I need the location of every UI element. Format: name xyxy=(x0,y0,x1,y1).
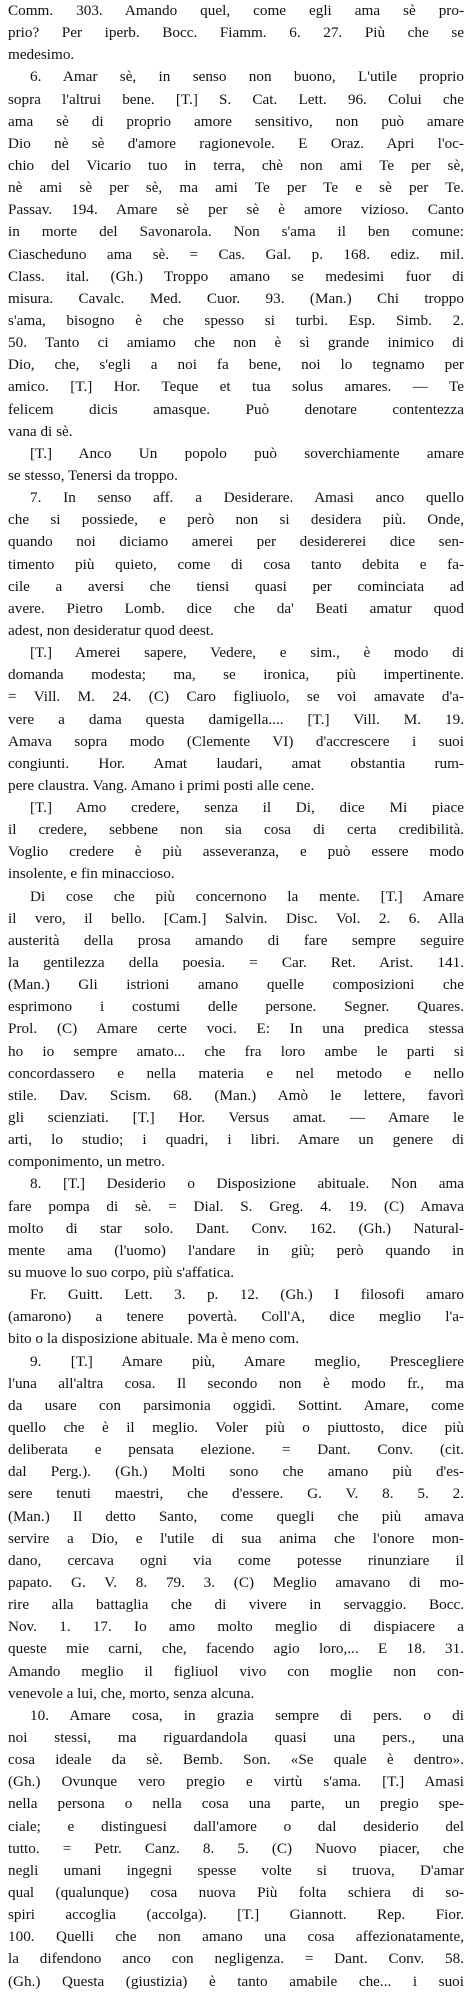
text-line: (Gh.) Ovunque vero pregio e virtù s'ama. [T.] Amasi xyxy=(8,1773,464,1791)
text-line: concordassero e nella materia e nel metodo e nello xyxy=(8,1064,464,1082)
text-line: = Vill. M. 24. (C) Caro figliuolo, se voi amavate d'a- xyxy=(8,688,464,706)
text-line: 10. Amare cosa, in grazia sempre di pers. o di xyxy=(30,1706,464,1724)
text-line: felicem dicis amasque. Può denotare contentezza xyxy=(8,400,464,418)
text-line: deliberata e pensata elezione. = Dant. Conv. (cit. xyxy=(8,1441,464,1459)
text-line: Ciascheduno ama sè. = Cas. Gal. p. 168. ediz. mil. xyxy=(8,245,464,263)
text-line: s'ama, bisogno è che spesso si turbi. Esp. Simb. 2. xyxy=(8,311,464,329)
text-line: arti, lo studio; i quadri, i libri. Amare un genere di xyxy=(8,1131,464,1149)
text-line: quello che è il meglio. Voler più o piuttosto, dice più xyxy=(8,1419,464,1436)
text-line: dano, cercava ogni via come potesse rinunziare il xyxy=(8,1551,464,1569)
text-line: [T.] Amo credere, senza il Di, dice Mi piace xyxy=(30,799,464,817)
text-line: chio del Vicario tuo in terra, chè non ami Te per sè, xyxy=(8,156,464,174)
text-line: (amarono) a tenere povertà. Coll'A, dice meglio l'a- xyxy=(8,1308,464,1326)
text-line: esprimono i costumi delle persone. Segner. Quares. xyxy=(8,998,464,1016)
text-line: timento più quieto, come di cosa tanto debita e fa- xyxy=(8,555,464,573)
text-line: negli umani ingegni spesse volte si truova, D'amar xyxy=(8,1861,464,1879)
text-line: 6. Amar sè, in senso non buono, L'utile proprio xyxy=(30,68,464,86)
text-line: [T.] Anco Un popolo può soverchiamente amare xyxy=(30,444,464,462)
text-line: vana di sè. xyxy=(8,422,73,440)
text-line: Amando meglio il figliuol vivo con moglie non con- xyxy=(8,1662,464,1680)
text-line: medesimo. xyxy=(8,46,75,64)
text-line: molto di star solo. Dant. Conv. 162. (Gh.) Natural- xyxy=(8,1219,464,1237)
text-line: domanda modesta; ma, se ironica, più impertinente. xyxy=(8,666,464,684)
text-line: avere. Pietro Lomb. dice che da' Beati amatur quod xyxy=(8,599,464,617)
text-line: adest, non desideratur quod deest. xyxy=(8,621,214,639)
text-line: su muove lo suo corpo, più s'affatica. xyxy=(8,1264,235,1282)
text-line: la gentilezza della poesia. = Car. Ret. Arist. 141. xyxy=(8,954,464,972)
text-line: amico. [T.] Hor. Teque et tua solus amares. — Te xyxy=(8,378,464,396)
text-line: Comm. 303. Amando quel, come egli ama sè pro- xyxy=(8,2,464,19)
text-line: venevole a lui, che, morto, senza alcuna. xyxy=(8,1684,255,1702)
text-line: dal Perg.). (Gh.) Molti sono che amano più d'es- xyxy=(8,1463,464,1481)
text-line: nella persona o nella cosa una parte, un pregio spe- xyxy=(8,1795,464,1813)
text-line: da usare con parsimonia oggidì. Sottint. Amare, come xyxy=(8,1396,464,1414)
text-line: Nov. 1. 17. Io amo molto meglio di dispiacere a xyxy=(8,1618,464,1636)
text-line: stile. Dav. Scism. 68. (Man.) Amò le lettere, favorì xyxy=(8,1086,464,1104)
text-line: insolente, e fin minaccioso. xyxy=(8,865,175,883)
text-line: 100. Quelli che non amano una cosa affezionatamente, xyxy=(8,1928,464,1946)
text-line: congiunti. Hor. Amat laudari, amat obstantia rum- xyxy=(8,754,464,772)
text-line: (Gh.) Questa (giustizia) è tanto amabile che... i suoi xyxy=(8,1972,464,1990)
text-line: l'una all'altra cosa. Il secondo non è modo fr., ma xyxy=(8,1374,464,1392)
text-line: (Man.) Il detto Santo, come quegli che più amava xyxy=(8,1507,464,1525)
text-line: rire alla battaglia che di vivere in servaggio. Bocc. xyxy=(8,1596,464,1614)
text-line: noi stessi, ma riguardandola quasi una pers., una xyxy=(8,1728,464,1746)
text-line: qual (qualunque) cosa nuova Più folta schiera di so- xyxy=(8,1883,464,1901)
text-line: cile a aversi che tiensi quasi per cominciata ad xyxy=(8,577,464,595)
text-line: sere tenuti maestri, che d'essere. G. V. 8. 5. 2. xyxy=(8,1485,464,1503)
text-line: prio? Per iperb. Bocc. Fiamm. 6. 27. Più che se xyxy=(8,24,464,42)
text-line: che si possiede, e però non si desidera più. Onde, xyxy=(8,511,464,529)
text-line: spiri accoglia (accolga). [T.] Giannott. Rep. Fior. xyxy=(8,1906,464,1924)
text-line: fare pompa di sè. = Dial. S. Greg. 4. 19. (C) Amava xyxy=(8,1197,464,1215)
text-line: Dio nè sè d'amore ragionevole. E Oraz. Apri l'oc- xyxy=(8,134,464,152)
text-line: queste mie carni, che, facendo agio loro,... E 18. 31. xyxy=(8,1640,464,1658)
text-line: se stesso, Tenersi da troppo. xyxy=(8,466,178,484)
text-line: cosa ideale da sè. Bemb. Son. «Se quale è dentro». xyxy=(8,1751,464,1769)
text-line: ho io sempre amato... che fra loro ambe le parti si xyxy=(8,1042,464,1060)
text-line: Di cose che più concernono la mente. [T.] Amare xyxy=(30,887,464,905)
text-line: in morte del Savonarola. Non s'ama il ben comune: xyxy=(8,223,464,241)
text-line: sopra l'altrui bene. [T.] S. Cat. Lett. 96. Colui che xyxy=(8,90,464,108)
text-line: 50. Tanto ci amiamo che non è sì grande inimico di xyxy=(8,334,464,352)
text-line: nè ami sè per sè, ma ami Te per Te e sè per Te. xyxy=(8,179,464,197)
text-line: Prol. (C) Amare certe voci. E: In una predica stessa xyxy=(8,1020,464,1038)
text-line: ciale; e distinguesi dall'amore o dal desiderio del xyxy=(8,1817,464,1835)
text-line: misura. Cavalc. Med. Cuor. 93. (Man.) Chi troppo xyxy=(8,289,464,307)
text-line: quando noi diciamo amerei per desidererei dice sen- xyxy=(8,533,464,551)
text-line: il vero, il bello. [Cam.] Salvin. Disc. Vol. 2. 6. Alla xyxy=(8,909,464,927)
text-line: [T.] Amerei sapere, Vedere, e sim., è modo di xyxy=(30,644,464,662)
text-line: Dio, che, s'egli a noi fa bene, noi lo tegnamo per xyxy=(8,356,464,374)
text-line: Fr. Guitt. Lett. 3. p. 12. (Gh.) I filosofi amaro xyxy=(30,1286,464,1304)
text-line: papato. G. V. 8. 79. 3. (C) Meglio amavano di mo- xyxy=(8,1573,464,1591)
text-line: pere claustra. Vang. Amano i primi posti alle cene. xyxy=(8,776,315,794)
text-line: austerità della prosa amando di fare sempre seguire xyxy=(8,931,464,949)
text-column xyxy=(8,0,464,1993)
text-line: 7. In senso aff. a Desiderare. Amasi anco quello xyxy=(30,489,464,507)
text-line: Class. ital. (Gh.) Troppo amano se medesimi fuor di xyxy=(8,267,464,285)
text-line: Passav. 194. Amare sè per sè è amore vizioso. Canto xyxy=(8,201,464,219)
text-line: mente ama (l'uomo) l'andare in giù; però quando in xyxy=(8,1241,464,1259)
text-line: vere a dama questa damigella.... [T.] Vill. M. 19. xyxy=(8,710,464,728)
text-line: ama sè di proprio amore sensitivo, non può amare xyxy=(8,112,464,130)
text-line: (Man.) Gli istrioni amano quelle composizioni che xyxy=(8,976,464,994)
text-line: componimento, un metro. xyxy=(8,1153,165,1171)
text-line: servire a Dio, e l'utile di sua anima che l'onore mon- xyxy=(8,1529,464,1547)
text-line: 8. [T.] Desiderio o Disposizione abituale. Non ama xyxy=(30,1175,464,1193)
text-line: bito o la disposizione abituale. Ma è meno com. xyxy=(8,1330,300,1348)
text-line: Voglio credere è più asseveranza, e può essere modo xyxy=(8,843,464,861)
text-line: Amava sopra modo (Clemente VI) d'accrescere i suoi xyxy=(8,732,464,750)
text-line: gli scienziati. [T.] Hor. Versus amat. — Amare le xyxy=(8,1109,464,1127)
text-line: il credere, sebbene non sia cosa di certa credibilità. xyxy=(8,821,464,839)
text-line: 9. [T.] Amare più, Amare meglio, Prescegliere xyxy=(30,1352,464,1370)
text-line: la difendono anco con negligenza. = Dant. Conv. 58. xyxy=(8,1950,464,1968)
text-line: tutto. = Petr. Canz. 8. 5. (C) Nuovo piacer, che xyxy=(8,1839,464,1857)
